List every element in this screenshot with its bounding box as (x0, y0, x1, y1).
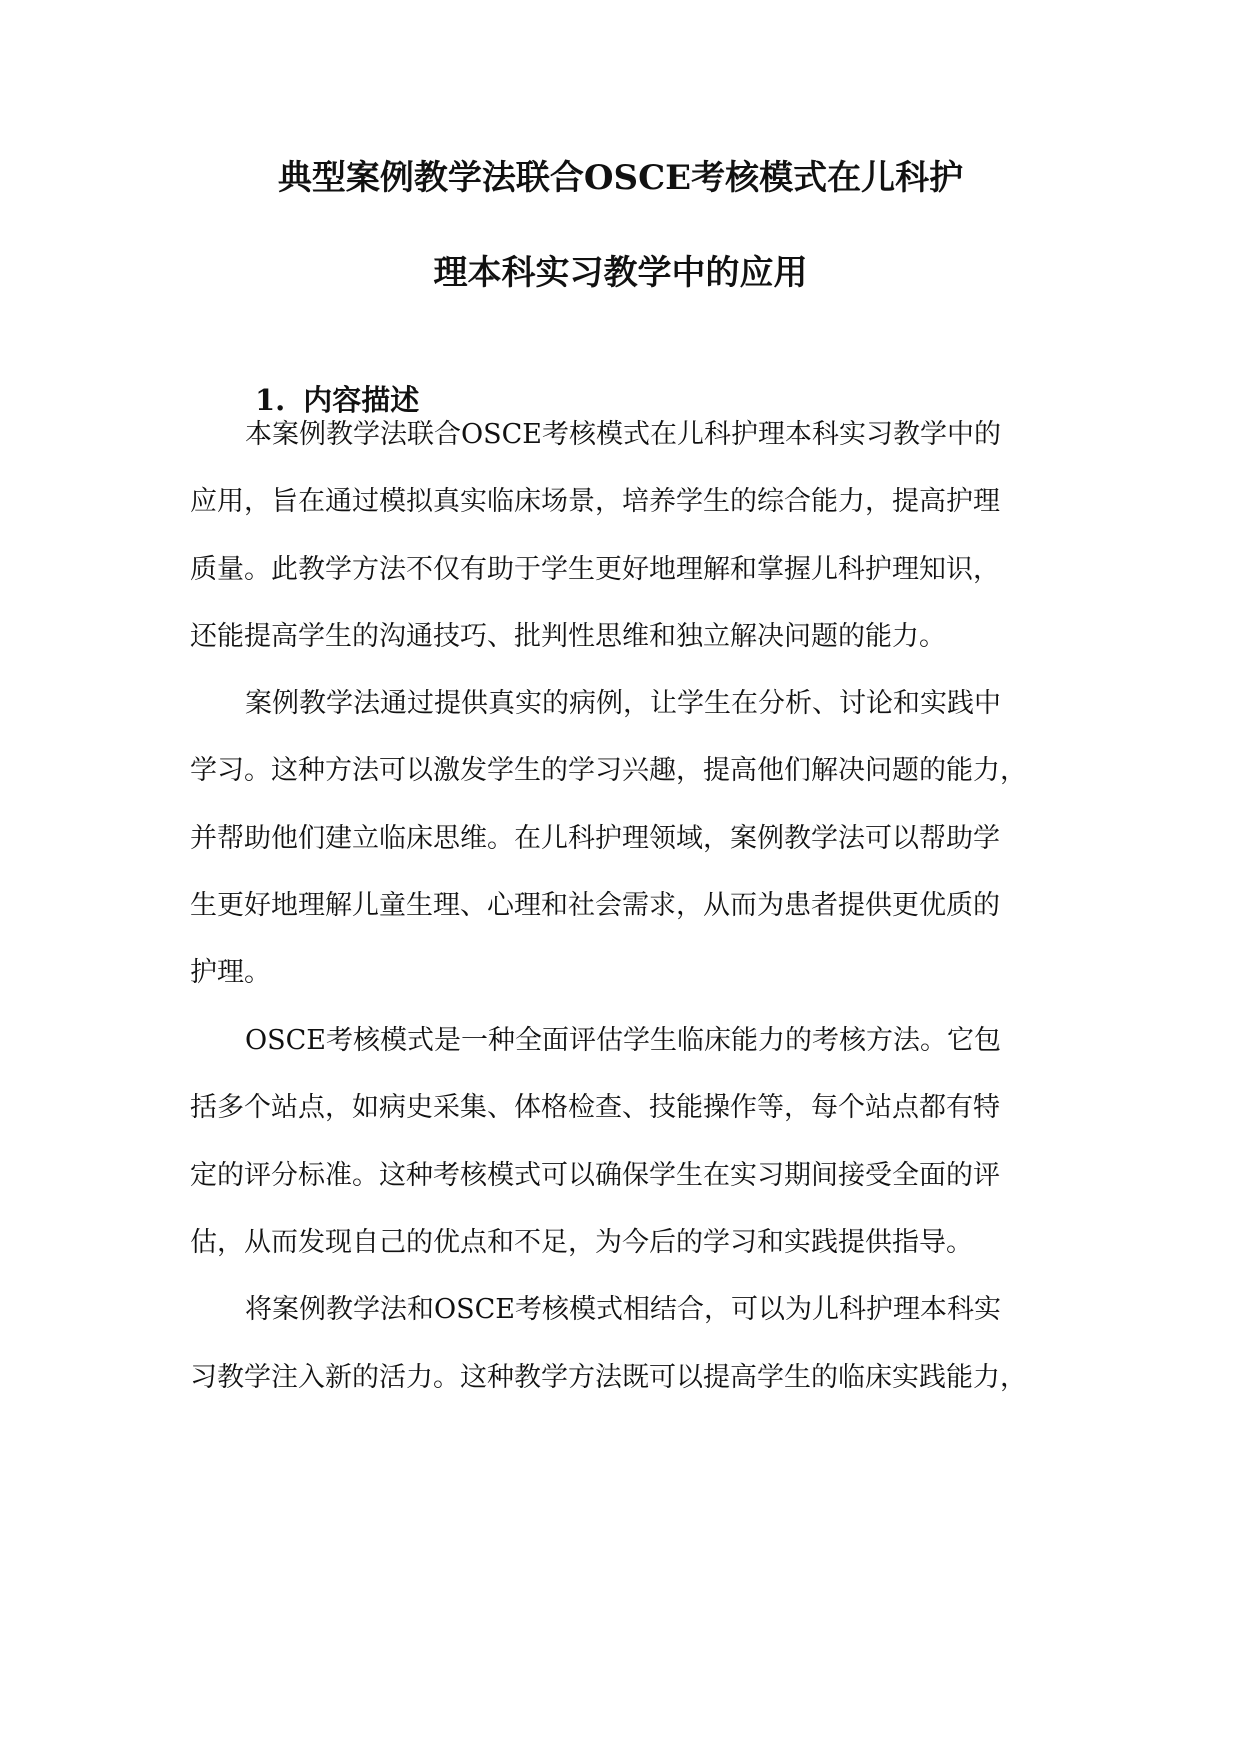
paragraph-line: 还能提高学生的沟通技巧、批判性思维和独立解决问题的能力。 (190, 621, 946, 652)
document-title-line-1: 典型案例教学法联合OSCE考核模式在儿科护 (277, 158, 964, 198)
paragraph-line: 估，从而发现自己的优点和不足，为今后的学习和实践提供指导。 (190, 1227, 973, 1258)
paragraph-line: 质量。此教学方法不仅有助于学生更好地理解和掌握儿科护理知识， (190, 554, 1000, 585)
paragraph-line: 护理。 (190, 957, 271, 988)
section-number: 1. (255, 383, 286, 417)
paragraph-line: 本案例教学法联合OSCE考核模式在儿科护理本科实习教学中的 (245, 419, 1001, 450)
document-title-line-2: 理本科实习教学中的应用 (433, 253, 808, 293)
paragraph-line: 案例教学法通过提供真实的病例，让学生在分析、讨论和实践中 (245, 688, 1001, 719)
paragraph-line: 定的评分标准。这种考核模式可以确保学生在实习期间接受全面的评 (190, 1160, 1000, 1191)
paragraph-line: 并帮助他们建立临床思维。在儿科护理领域，案例教学法可以帮助学 (190, 823, 1000, 854)
paragraph-line: 学习。这种方法可以激发学生的学习兴趣，提高他们解决问题的能力， (190, 755, 1027, 786)
section-heading-text: 内容描述 (303, 383, 420, 417)
paragraph-line: 应用，旨在通过模拟真实临床场景，培养学生的综合能力，提高护理 (190, 486, 1000, 517)
paragraph-line: 生更好地理解儿童生理、心理和社会需求，从而为患者提供更优质的 (190, 890, 1000, 921)
paragraph-line: 习教学注入新的活力。这种教学方法既可以提高学生的临床实践能力， (190, 1362, 1027, 1393)
paragraph-line: 将案例教学法和OSCE考核模式相结合，可以为儿科护理本科实 (245, 1294, 1001, 1325)
section-heading (255, 382, 419, 418)
paragraph-line: 括多个站点，如病史采集、体格检查、技能操作等，每个站点都有特 (190, 1092, 1000, 1123)
paragraph-line: OSCE考核模式是一种全面评估学生临床能力的考核方法。它包 (245, 1025, 1001, 1056)
